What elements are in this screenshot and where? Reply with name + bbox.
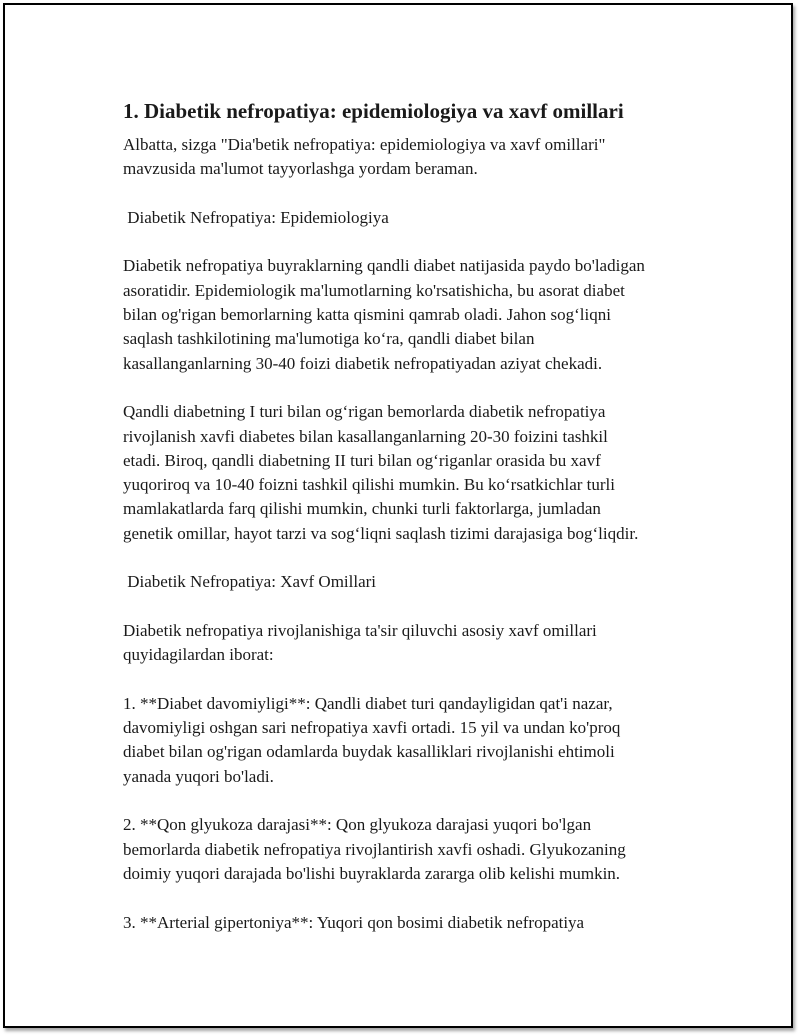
paragraph-epidemiology-2: Qandli diabetning I turi bilan og‘rigan bemorlarda diabetik nefropatiya rivojlanish xavfi diabetes bilan kasallanganlarning 20-30 foizini tashkil etadi. Biroq, qandli diabetning II turi bilan og‘riganlar orasida bu xavf yuqoriroq va 10-40 foizni tashkil qilishi mumkin. Bu ko‘rsatkichlar turli mamlakatlarda farq qilishi mumkin, chunki turli faktorlarga, jumladan genetik omillar, hayot tarzi va sog‘liqni saqlash tizimi darajasiga bog‘liqdir. bbox=[123, 402, 639, 543]
page-frame bbox=[3, 3, 793, 1028]
heading-risk-factors: Diabetik Nefropatiya: Xavf Omillari bbox=[123, 572, 377, 592]
paragraph-risk-intro: Diabetik nefropatiya rivojlanishiga ta'sir qiluvchi asosiy xavf omillari quyidagilardan iborat: bbox=[123, 620, 597, 665]
list-item: 1. **Diabet davomiyligi**: Qandli diabet turi qandayligidan qat'i nazar, davomiyligi oshgan sari nefropatiya xavfi ortadi. 15 yil va undan ko'proq diabet bilan og'rigan odamlarda buydak kasalliklari rivojlanishi ehtimoli yanada yuqori bo'ladi. bbox=[123, 693, 621, 786]
list-item: 2. **Qon glyukoza darajasi**: Qon glyukoza darajasi yuqori bo'lgan bemorlarda diabetik nefropatiya rivojlantirish xavfi oshadi. Glyukozaning doimiy yuqori darajada bo'lishi buyraklarda zararga olib kelishi mumkin. bbox=[123, 815, 626, 883]
paragraph-epidemiology-1: Diabetik nefropatiya buyraklarning qandli diabet natijasida paydo bo'ladigan asoratidir. Epidemiologik ma'lumotlarning ko'rsatishicha, bu asorat diabet bilan og'rigan bemorlarning katta qismini qamrab oladi. Jahon sog‘liqni saqlash tashkilotining ma'lumotiga ko‘ra, qandli diabet bilan kasallanganlarning 30-40 foizi diabetik nefropatiyadan aziyat chekadi. bbox=[123, 256, 645, 373]
document-body bbox=[123, 97, 723, 935]
intro-paragraph: Albatta, sizga "Dia'betik nefropatiya: epidemiologiya va xavf omillari" mavzusida ma'lumot tayyorlashga yordam beraman. bbox=[123, 135, 606, 179]
heading-epidemiology: Diabetik Nefropatiya: Epidemiologiya bbox=[123, 207, 389, 227]
document-title: 1. Diabetik nefropatiya: epidemiologiya va xavf omillari bbox=[123, 99, 624, 123]
list-item: 3. **Arterial gipertoniya**: Yuqori qon bosimi diabetik nefropatiya bbox=[123, 912, 585, 932]
